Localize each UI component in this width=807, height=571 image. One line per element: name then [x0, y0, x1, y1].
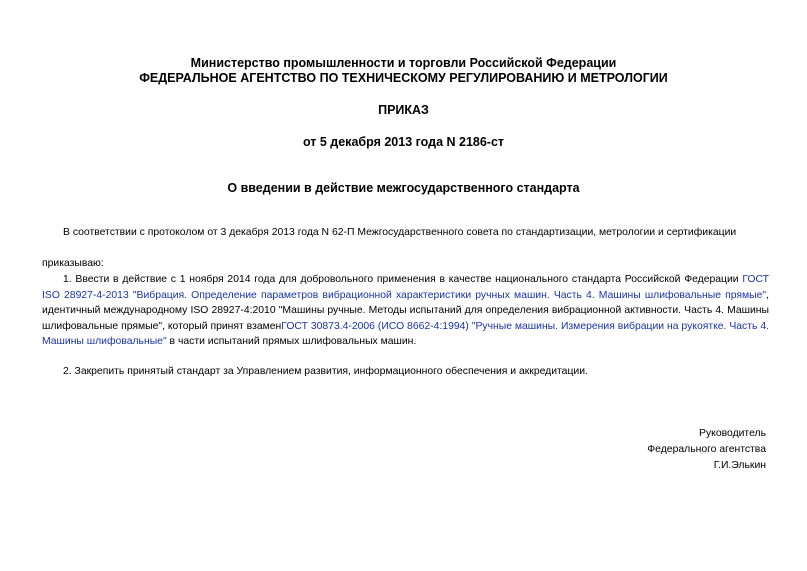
gost-30873-4-2006-link[interactable]: ГОСТ 30873.4-2006 (ИСО 8662-4:1994) "Ручные машины. Измерения вибрации на рукоятке. Часть 4. Машины шлифовальные" — [42, 320, 769, 348]
ministry-title: Министерство промышленности и торговли Российской Федерации — [190, 56, 617, 70]
item1-lead-text: 1. Ввести в действие с 1 ноября 2014 года для добровольного применения в качестве национального стандарта Российской Федерации — [63, 274, 743, 285]
signature-position: Руководитель — [699, 428, 766, 439]
orders-word: приказываю: — [42, 258, 104, 269]
document-type: ПРИКАЗ — [378, 103, 429, 117]
order-subject: О введении в действие межгосударственного стандарта — [227, 181, 580, 195]
gost-iso-28927-4-2013-link[interactable]: ГОСТ ISO 28927-4-2013 "Вибрация. Определение параметров вибрационной характеристики ручных машин. Часть 4. Машины шлифовальные прямые" — [42, 274, 769, 301]
order-item-2: 2. Закрепить принятый стандарт за Управлением развития, информационного обеспечения и аккредитации. — [63, 366, 588, 377]
preamble-paragraph: В соответствии с протоколом от 3 декабря 2013 года N 62-П Межгосударственного совета по стандартизации, метрологии и сертификации — [63, 227, 737, 238]
order-date-number: от 5 декабря 2013 года N 2186-ст — [302, 135, 505, 149]
signature-name: Г.И.Элькин — [713, 460, 766, 471]
item1-tail-text: в части испытаний прямых шлифовальных машин. — [166, 336, 417, 348]
item1-middle-text: , идентичный международному ISO 28927-4:2010 "Машины ручные. Методы испытаний для определения вибрационной активности. Часть 4. Машины шлифовальные прямые", который принят взамен — [42, 289, 769, 332]
order-item-1 — [42, 272, 769, 350]
agency-title: ФЕДЕРАЛЬНОЕ АГЕНТСТВО ПО ТЕХНИЧЕСКОМУ РЕГУЛИРОВАНИЮ И МЕТРОЛОГИИ — [139, 71, 668, 85]
signature-organization: Федерального агентства — [647, 444, 766, 455]
